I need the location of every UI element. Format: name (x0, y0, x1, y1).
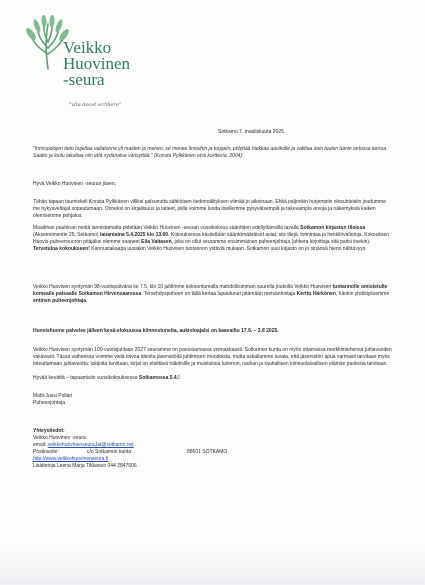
post-address: c/o Sotkamon kunta (87, 449, 132, 455)
signer-name: Matti-Jussi Pollari (33, 393, 73, 399)
extra-label: Lisätietoja (33, 463, 56, 469)
contact-email-row (33, 442, 227, 449)
email-label: email: (33, 442, 47, 448)
contact-block (33, 428, 227, 470)
paragraph-annual-meeting (33, 225, 393, 253)
closing-line (33, 375, 180, 382)
signer-title: Puheenjohtaja (33, 400, 65, 406)
paragraph-birthday (33, 284, 393, 305)
p2-text-3: , joka on ollut seuramme ensimmäinen puheenjohtaja (ahkera kirjoittaja sitä paitsi itsekin). (171, 239, 371, 245)
p3-text: Veikko Huovisen syntymän 98-vuotispäivänä ke 7.5. klo 10 juhlimme kokoontumalla mahdollisimman suurella joukolla Veikko Huovisen (33, 284, 333, 290)
logo-tagline: "vita docet scribere" (69, 102, 122, 108)
p3-text-3: , hänkin yhdistyksemme (335, 291, 390, 297)
opening-quote: "Ihmispolojen tieto hujeltaa vallatonna yli maiden ja merien, se menee linnoihin ja torppiin, pölyttää hiekkaa aavikolle ja valittaa äsin tuulen äänin ontossa keissa. Saatto ja loulu lakuttaa niin että sydänaloa värisyttää." (Konsta Pylkkänen etsii korttieria, 2004) (33, 146, 388, 159)
p2-welcome: Tervetuloa kokoukseen! (33, 246, 90, 252)
p3-statue: tuotannolle omistetulle komealle patsaalle Sotkamon Hirvensaaressa (33, 284, 388, 297)
signature-block (33, 393, 72, 407)
extra-name: Leena Marja Tikkanen (56, 463, 107, 469)
closing-text: Hyvää kevättä – tapaamisiin vuosikokouksessa (33, 375, 139, 381)
email-link[interactable]: veikkohuovinenseuraJat@sotkamo.net (47, 442, 134, 448)
closing-place: Sotkamossa 5.4.! (138, 375, 180, 381)
p2-text-2: . Kokouksessa käsitellään sääntömääräiset asiat, siis tilejä, toimintaa ja henkilövalintoja. Kokouksen Huovis-puheenvuoron pitäjäksi olemme saaneet (33, 232, 390, 245)
scan-shadow (0, 545, 425, 585)
p2-text-4: Kannustakaapa uusiakin Veikko Huovisen tuotannon ystäviä mukaan. Sotkamon uusi kirjasto on jo sinänsä hieno nähtävyys. (89, 246, 367, 252)
logo-line-1: Veikko (63, 38, 112, 57)
contact-heading: Yhteystiedot: (33, 428, 65, 434)
website-link[interactable]: http://www.veikkohuovinenseura.fi (33, 456, 109, 462)
logo-line-3: -seura (63, 70, 105, 89)
salutation: Hyvä Veikko Huovinen -seuran jäsen, (33, 181, 117, 187)
post-label: Postiosoite: (33, 449, 59, 455)
contact-org: Veikko Huovinen -seura (33, 435, 86, 441)
logo-wordmark (63, 40, 130, 88)
letter-date: Sotkamo 7. maaliskuuta 2025 (218, 129, 284, 135)
logo-line-2: Huovinen (63, 54, 131, 73)
paragraph-intro: Tähän tapaan tuumiskeli Konsta Pylkkänen villiksi palsunutta sähköisen tiedonvälityksen viimää jo aikoinaan. Ehkä paljonkin hurjempiin olosuhteisiin joudumme me nykyaveltajat sopeutumaan. Onneksi on kirjallisuus ja taiteet, joilla voimme luoda itsellemme pysyväisempiä ja takevampia arvoja ja näkemyksiä kaiken olemisemme pohjaksi. (33, 199, 386, 219)
p2-datetime: lauantaina 5.4.2025 klo 13.00 (99, 232, 169, 238)
p2-venue: Sotkamon kirjaston tiloissa (300, 225, 366, 231)
p2-text: Maailman pauhinan meitä lannistamatta pidetään Veikko Huovinen -seuran vuosikokous sääntöjen edellyttämällä tavalla (33, 225, 301, 231)
contact-post-row (33, 449, 227, 456)
p3-speaker: Kerttu Härkönen (296, 291, 336, 297)
extra-phone: 044 2847606 (107, 463, 137, 469)
paragraph-huovishuone: Huovishuone palvelee jälleen kesä-elokuussa kiinnostuneita, aukioloajalsi on kaavailtu 17.6. – 3.8 2025. (33, 328, 279, 334)
p2-speaker: Eila Vaitasen (141, 239, 172, 245)
paragraph-centenary: Veikko Huovisen syntymän 100-vuotisjuhlaan 2027 seuramme on panostamassa voimakkaasti. Sotkamon kunta on myös ottamassa merkkimiehensä juhlavuoden vakavasti. Tässä vaiheessa voimme vielä toivoa ideoita jäsenistöltä juhlimisen muodoista, mutta uskallamme luvata, että jäsenistön apua varmasti tarvitaan myös toteuttamaan juhlavuotta: lukijoita tarvitaan, kirjat on etsittävä näköisille ja muistuksia luonnon, rauhan ja rauhallisen kiinnuolaisallisen elämän puolesta tarvitaan. (33, 347, 392, 367)
p3-text-2: . Tervehdyspuheen on tällä kertaa lupautunut pitämään metsänhoitaja (141, 291, 297, 297)
society-logo (18, 14, 158, 124)
contact-extra-row (33, 463, 227, 470)
p3-former-chair: entinen puheenjohtaja (33, 298, 87, 304)
post-code: 88601 SOTKAMO (187, 449, 228, 455)
p2-address: (Akseenimentie 25, Sotkamo) (33, 232, 100, 238)
p3-text-4: . (86, 298, 88, 304)
